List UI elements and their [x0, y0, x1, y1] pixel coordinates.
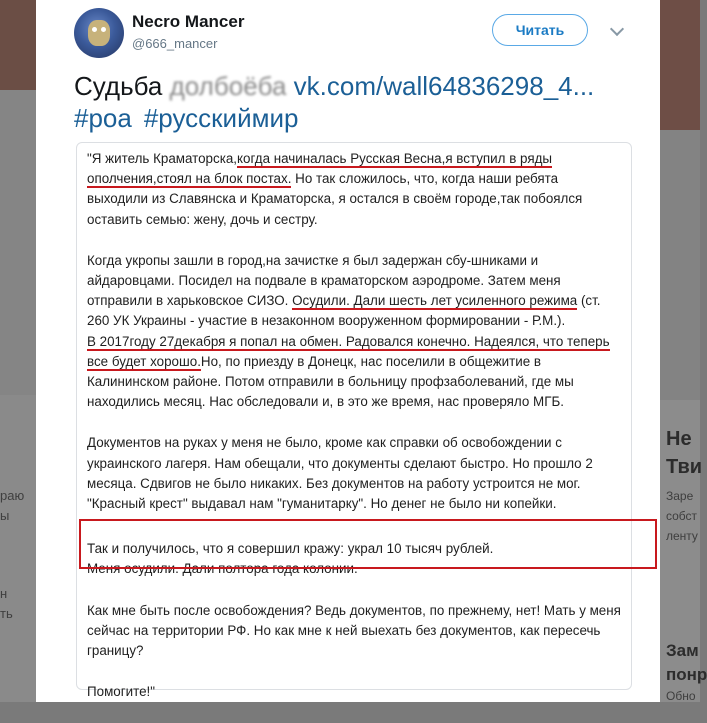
background-right-heading: Зам [666, 641, 699, 660]
background-left-card [0, 395, 36, 702]
follow-button[interactable]: Читать [492, 14, 588, 46]
doc-line: Так и получилось, что я совершил кражу: украл 10 тысяч рублей. [87, 541, 494, 557]
chevron-down-icon[interactable] [610, 22, 624, 36]
user-name[interactable]: Necro Mancer [132, 12, 245, 31]
doc-line: 260 УК Украины - участие в незаконном вооруженном формировании - Р.М.). [87, 313, 566, 329]
doc-paragraph [87, 433, 627, 514]
background-left-text: раю [0, 488, 25, 503]
hashtags [74, 102, 310, 134]
doc-line: Помогите!" [87, 684, 155, 700]
doc-text: "Я житель Краматорска, [87, 151, 238, 166]
doc-paragraph [87, 251, 627, 332]
doc-text: Но, по приезду в Донецк, нас поселили в общежитие в [200, 353, 542, 369]
doc-text: (ст. [577, 293, 601, 309]
doc-underlined: все будет хорошо. [87, 353, 201, 369]
doc-line: выходили из Славянска и Краматорска, я остался в своём городе,так побоялся [87, 191, 583, 207]
doc-line: Когда укропы зашли в город,на зачистке я был задержан сбу-шниками и [87, 252, 539, 268]
user-handle[interactable]: @666_mancer [132, 36, 218, 51]
highlight-box [79, 519, 657, 569]
doc-underlined: ополчения,стоял на блок постах. [87, 171, 292, 187]
background-right-text: собст [666, 509, 698, 523]
doc-paragraph [87, 601, 627, 662]
background-right-text: Обно [666, 689, 696, 703]
doc-paragraph [87, 682, 627, 702]
doc-underlined: Осудили. Дали шесть лет усиленного режима [292, 293, 578, 309]
document-text [87, 149, 627, 723]
background-right-text: ленту [666, 529, 698, 543]
doc-line: оставить семью: жену, дочь и сестру. [87, 211, 318, 227]
avatar-eye [92, 27, 97, 32]
doc-line: месяца. Сдвигов не было никаких. Без документов на работу устроится не мог. [87, 475, 581, 491]
hashtag-roa[interactable]: #роа [74, 103, 132, 133]
background-right-text: Заре [666, 489, 694, 503]
doc-line: "Красный крест" выдавал нам "гуманитарку". Но денег не было ни копейки. [87, 496, 557, 512]
doc-line: Калининском районе. Потом отправили в больницу профзаболеваний, где мы [87, 374, 574, 390]
background-right-heading: Не [666, 428, 692, 450]
background-left-text: н [0, 586, 8, 601]
doc-line: айдаровцами. Посидел на подвале в краматорском аэродроме. Затем меня [87, 273, 561, 289]
background-left-text: ы [0, 508, 10, 523]
avatar-eye [101, 27, 106, 32]
tweet-modal [36, 0, 660, 702]
doc-text: отправили в харьковское СИЗО. [87, 293, 293, 309]
doc-underlined: когда начиналась Русская Весна,я вступил в ряды [237, 151, 553, 166]
doc-paragraph [87, 149, 627, 230]
background-right-header [660, 0, 700, 130]
doc-line: Меня осудили. Дали полтора года колонии. [87, 561, 358, 577]
doc-line: находились месяц. Нас обследовали и, в это же время, нас проверяло МГБ. [87, 394, 564, 410]
doc-line: сейчас на территории РФ. Но как мне к ней выехать без документов, как пересечь [87, 622, 601, 638]
doc-line: границу? [87, 643, 144, 659]
background-left-header [0, 0, 36, 90]
doc-underlined: В 2017году 27декабря я попал на обмен. Радовался конечно. Надеялся, что теперь [87, 333, 610, 349]
doc-paragraph [87, 332, 627, 413]
background-right-heading: Тви [666, 456, 703, 478]
tweet-text [74, 70, 654, 102]
tweet-text-prefix: Судьба [74, 71, 163, 101]
background-right-heading: понр [666, 665, 707, 684]
doc-line: украинского лагеря. Нам обещали, что документы сделают быстро. Но прошло 2 [87, 455, 593, 471]
hashtag-russkiymir[interactable]: #русскиймир [143, 103, 299, 133]
background-left-text: ть [0, 606, 13, 621]
blurred-word: долбоёба [169, 71, 287, 101]
doc-line: Документов на руках у меня не было, кроме как справки об освобождении с [87, 435, 562, 451]
tweet-link[interactable]: vk.com/wall64836298_4... [293, 71, 595, 101]
doc-text: Но так сложилось, что, когда наши ребята [291, 171, 559, 187]
doc-line: Как мне быть после освобождения? Ведь документов, по прежнему, нет! Мать у меня [87, 602, 621, 618]
avatar-face [88, 20, 110, 46]
attached-image[interactable] [76, 142, 632, 700]
avatar[interactable] [74, 8, 124, 58]
